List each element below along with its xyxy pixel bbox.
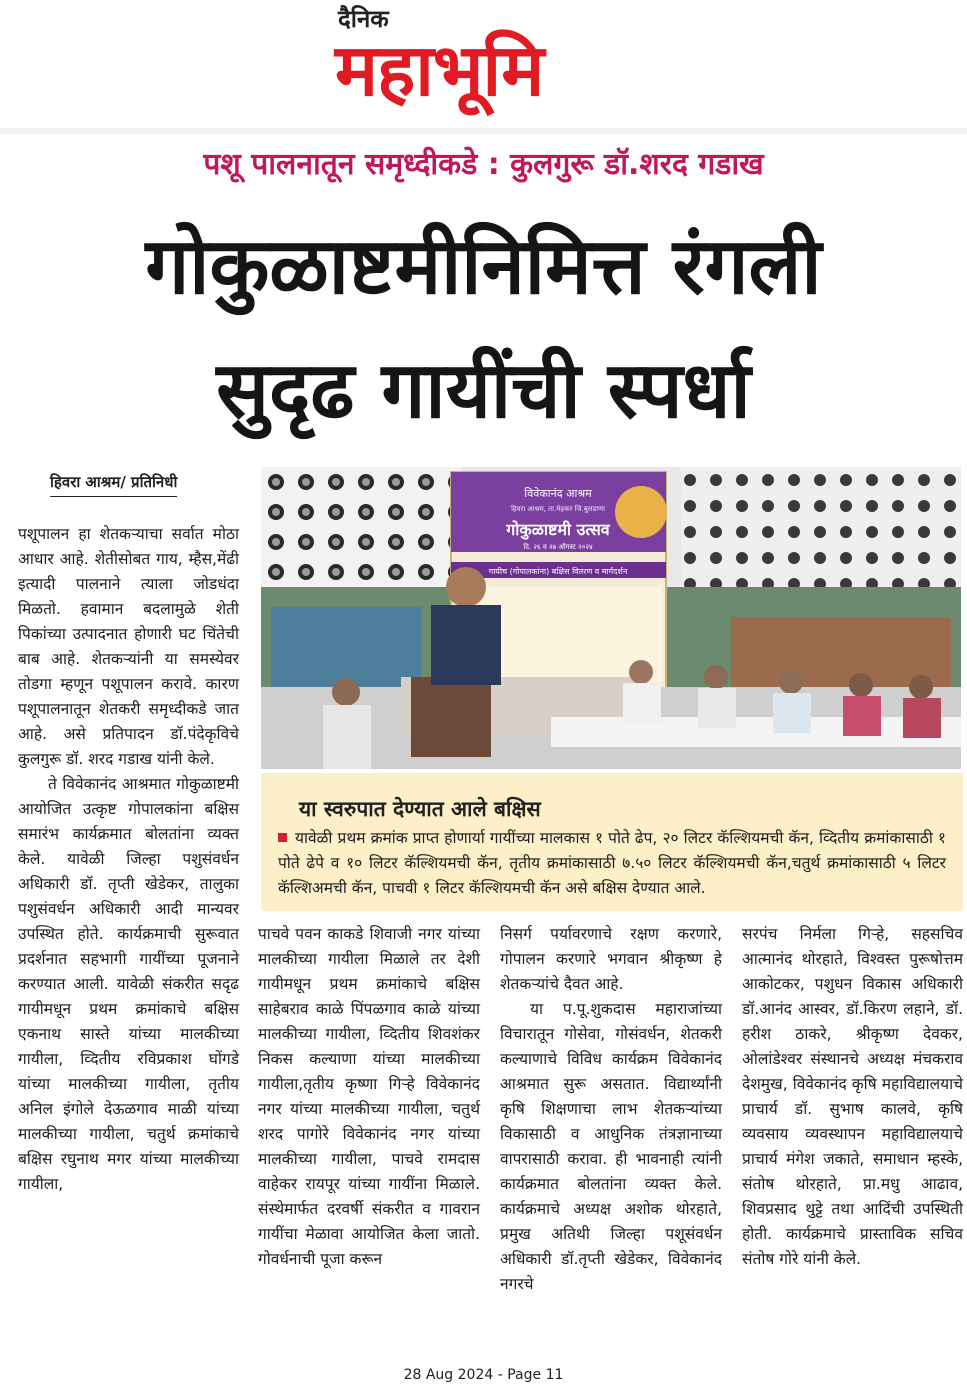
paragraph: या प.पू.शुकदास महाराजांच्या विचारातून गोसेवा, गोसंवर्धन, शेतकरी कल्याणाचे विविध कार्यक्रम विवेकानंद आश्रमात सुरू असतात. विद्यार्थ्यांनी कृषि शिक्षणाचा लाभ शेतकऱ्यांच्या विकासाठी व आधुनिक तंत्रज्ञानाच्या वापरासाठी करावा. ही भावनाही त्यांनी कार्यक्रमात बोलतांना व्यक्त केले. कार्यक्रमाचे अध्यक्ष अशोक थोरहाते, प्रमुख अतिथी जिल्हा पशूसंवर्धन अधिकारी डॉ.तृप्ती खेडेकर, विवेकानंद नगरचे [500,1000,722,1293]
article-column-4 [742,922,963,1272]
masthead [0,0,967,130]
prize-box-text [278,826,946,901]
paragraph: ते विवेकानंद आश्रमात गोकुळाष्टमी आयोजित उत्कृष्ट गोपालकांना बक्षिस समारंभ कार्यक्रमात बोलतांना व्यक्त केले. यावेळी जिल्हा पशुसंवर्धन अधिकारी डॉ. तृप्ती खेडेकर, तालुका पशुसंवर्धन अधिकारी आदी मान्यवर उपस्थित होते. कार्यक्रमाची सुरूवात प्रदर्शनात सहभागी गायींच्या पूजनाने करण्यात आली. यावेळी संकरीत सदृढ गायीमधून प्रथम क्रमांकाचे बक्षिस एकनाथ सास्ते यांच्या मालकीच्या गायीला, व्दितीय रविप्रकाश घोंगडे यांच्या मालकीच्या गायीला, तृतीय अनिल इंगोले देऊळगाव माळी यांच्या मालकीच्या गायीला, चतुर्थ क्रमांकाचे बक्षिस रघुनाथ मगर यांच्या मालकीच्या गायीला, [18,775,239,1193]
paragraph: पशूपालन हा शेतकऱ्याचा सर्वात मोठा आधार आहे. शेतीसोबत गाय, म्हैस,मेंढी इत्यादी पालनाने त्याला जोडधंदा मिळतो. हवामान बदलामुळे शेती पिकांच्या उत्पादनात होणारी घट चिंतेची बाब आहे. शेतकऱ्यांनी या समस्येवर तोडगा म्हणून पशूपालन करावे. कारण पशूपालनातून शेतकरी समृध्दीकडे जात आहे. असे प्रतिपादन डॉ.पंदेकृविचे कुलगुरू डॉ. शरद गडाख यांनी केले. [18,525,239,768]
paragraph: निसर्ग पर्यावरणाचे रक्षण करणारे, गोपालन करणारे भगवान श्रीकृष्ण हे शेतकऱ्यांचे दैवत आहे. [500,925,722,993]
page-footer: 28 Aug 2024 - Page 11 [403,1367,564,1383]
article-kicker: पशू पालनातून समृध्दीकडे : कुलगुरू डॉ.शरद गडाख [203,147,764,182]
photo-banner-subtitle: गायीच (गोपालकांना) बक्षिस वितरण व मार्गदर्शन [488,567,628,576]
photo-banner-org: विवेकानंद आश्रम [524,487,592,500]
headline-line-1: गोकुळाष्टमीनिमित्त रंगली [145,222,822,312]
paragraph: पाचवे पवन काकडे शिवाजी नगर यांच्या मालकीच्या गायीला मिळाले तर देशी गायीमधून प्रथम क्रमांकाचे बक्षिस साहेबराव काळे पिंपळगाव काळे यांच्या मालकीच्या गायीला, व्दितीय शिवशंकर निकस कल्याणा यांच्या मालकीच्या गायीला,तृतीय कृष्णा गिऱ्हे विवेकानंद नगर यांच्या मालकीच्या गायीला, चतुर्थ शरद पागोरे विवेकानंद नगर यांच्या मालकीच्या गायीला, पाचवे रामदास वाहेकर रायपूर यांच्या गायींना मिळाले. संस्थेमार्फत दरवर्षी संकरीत व गावरान गायींचा मेळावा आयोजित केला जातो. गोवर्धनाची पूजा करून [258,925,480,1268]
article-column-3 [500,922,722,1297]
photo-banner-title: गोकुळाष्टमी उत्सव [506,520,610,539]
paragraph: सरपंच निर्मला गिऱ्हे, सहसचिव आत्मानंद थोरहाते, विश्वस्त पुरूषोत्तम आकोटकर, पशुधन विकास अधिकारी डॉ.आनंद आस्वर, डॉ.किरण लहाने, डॉ. हरीश ठाकरे, श्रीकृष्ण देवकर, ओलांडेश्वर संस्थानचे अध्यक्ष मंचकराव देशमुख, विवेकानंद कृषि महाविद्यालयाचे प्राचार्य डॉ. सुभाष कालवे, कृषि व्यवसाय व्यवस्थापन महाविद्यालयाचे प्राचार्य मंगेश जकाते, समाधान म्हस्के, संतोष थोरहाते, प्रा.मधु आढाव, शिवप्रसाद थुट्टे तथा आदिंची उपस्थिती होती. कार्यक्रमाचे प्रास्ताविक सचिव संतोष गोरे यांनी केले. [742,925,963,1268]
prize-box-title: या स्वरुपात देण्यात आले बक्षिस [299,797,541,821]
photo-banner-address: हिवरा आश्रम, ता.मेहकर जि.बुलडाणा [511,505,605,513]
article-byline: हिवरा आश्रम/ प्रतिनिधी [50,472,177,497]
article-column-2 [258,922,480,1272]
article-headline [20,205,947,453]
masthead-daily-label: दैनिक [338,5,389,33]
prize-box-body: यावेळी प्रथम क्रमांक प्राप्त होणार्या गायींच्या मालकास १ पोते ढेप, २० लिटर कॅल्शियमची कॅन, व्दितीय क्रमांकासाठी १ पोते ढेपे व १० लिटर कॅल्शियमची कॅन, तृतीय क्रमांकासाठी ७.५० लिटर कॅल्शियमची कॅन,चतुर्थ क्रमांकासाठी ५ लिटर कॅल्शिअमची कॅन, पाचवी १ लिटर कॅल्शियमची कॅन असे बक्षिस देण्यात आले. [278,829,946,897]
event-photo [261,467,961,769]
top-divider [0,128,967,134]
masthead-logo: महाभूमि [335,28,544,112]
square-bullet-icon [278,833,287,842]
photo-banner-date: दि. २६ व २७ ऑगस्ट २०२४ [523,543,593,551]
article-column-1 [18,522,239,1197]
headline-line-2: सुदृढ गायींची स्पर्धा [216,346,751,436]
prize-details-box [261,773,963,911]
